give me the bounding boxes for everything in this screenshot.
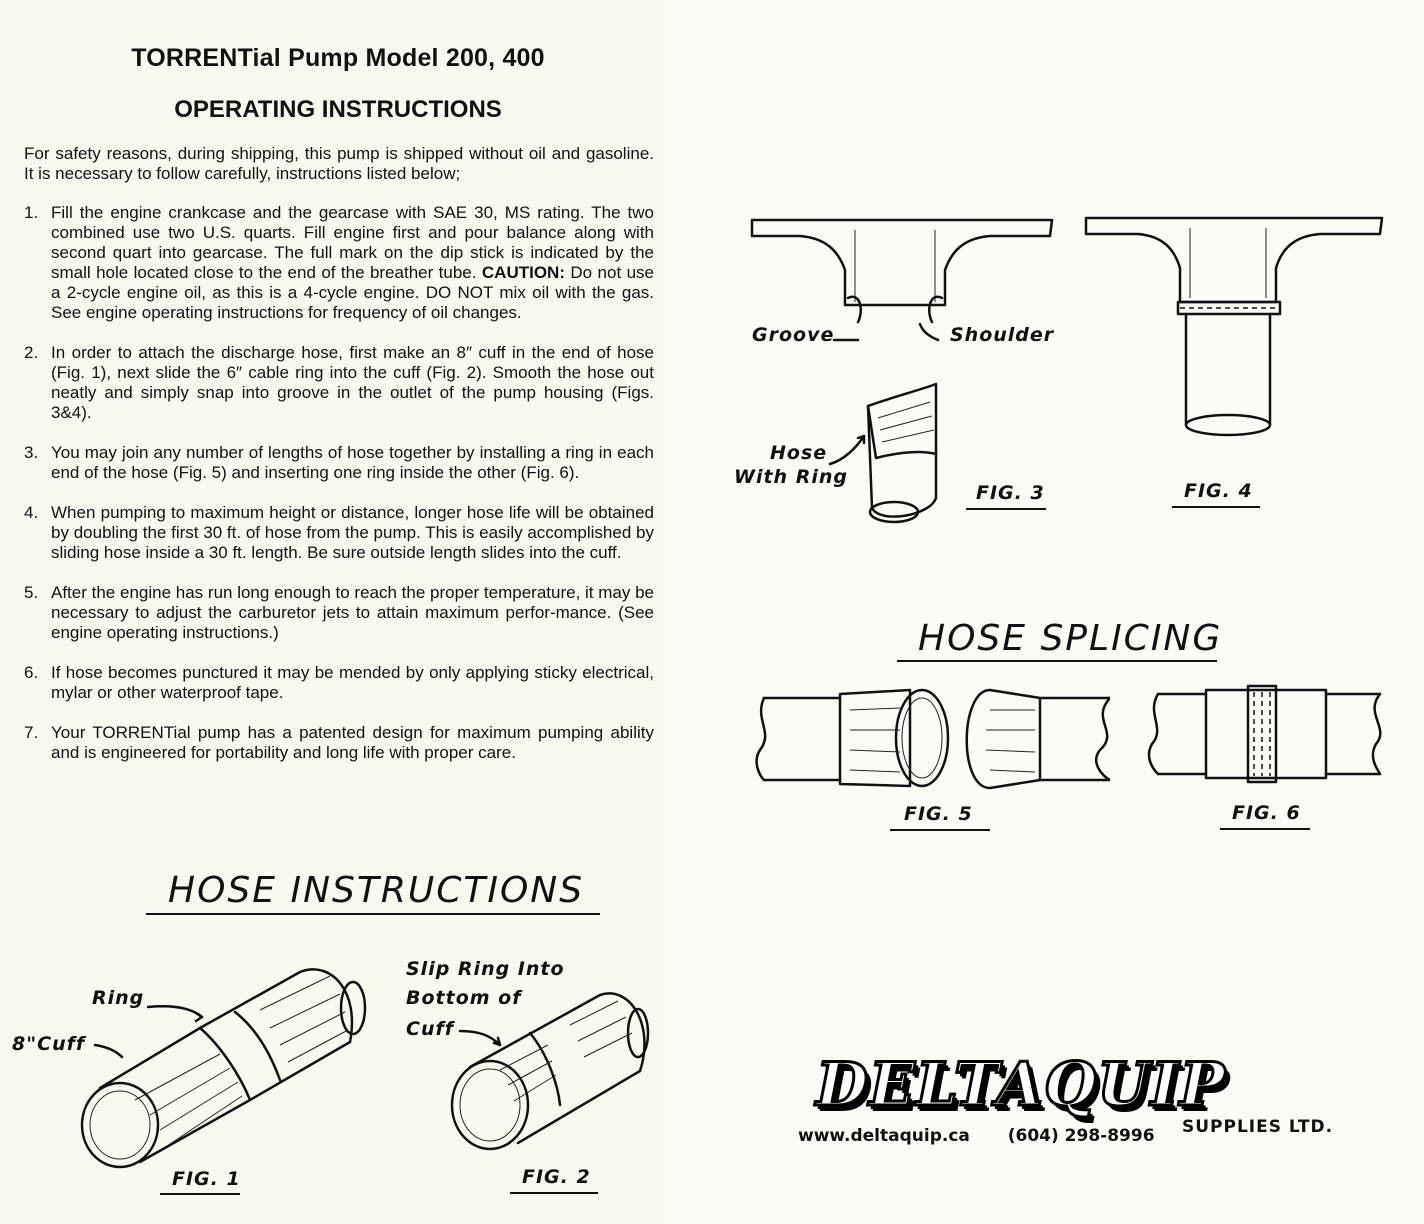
phone-number: (604) 298-8996: [1007, 1126, 1155, 1146]
step-text: When pumping to maximum height or distance, longer hose life will be obtained by doubling the first 30 ft. of hose from the pump. This is easily accomplished by sliding hose inside a 30 ft. length. Be sure outside length slides into the cuff.: [51, 503, 654, 562]
caption-underline: [160, 1193, 240, 1195]
step-number: 4.: [24, 503, 39, 522]
fig2-label-line2: Bottom of: [406, 987, 522, 1009]
caption-underline: [1172, 506, 1260, 508]
cuff-label: 8"Cuff: [12, 1033, 86, 1055]
step-text: If hose becomes punctured it may be mended by only applying sticky electrical, mylar or other waterproof tape.: [51, 663, 654, 702]
caution-label: CAUTION:: [481, 263, 565, 282]
step-text: After the engine has run long enough to reach the proper temperature, it may be necessary to adjust the carburetor jets to attain maximum perfor-mance. (See engine operating instructions.): [51, 583, 654, 642]
fig5-hose-ends-drawing: [750, 680, 1110, 800]
fig4-hose-installed-drawing: [1080, 210, 1390, 450]
website-link[interactable]: www.deltaquip.ca: [798, 1126, 970, 1146]
caption-underline: [966, 508, 1046, 510]
list-item: [24, 663, 654, 703]
intro-paragraph: For safety reasons, during shipping, this pump is shipped without oil and gasoline. It is necessary to follow carefully, instructions listed below;: [24, 144, 654, 183]
label-arrows: [830, 318, 950, 348]
shoulder-label: Shoulder: [950, 324, 1055, 346]
caption-underline: [890, 829, 990, 831]
step-text: Your TORRENTial pump has a patented design for maximum pumping ability and is engineered for portability and long life with proper care.: [51, 723, 654, 762]
label-arrow: [458, 1025, 518, 1055]
step-text: In order to attach the discharge hose, first make an 8″ cuff in the end of hose (Fig. 1), next slide the 6″ cable ring into the cuff (Fig. 2). Smooth the hose out neatly and simply snap into groove in the outlet of the pump housing (Figs. 3&4).: [51, 343, 654, 422]
step-text: Do not use a 2-cycle engine oil, as this is a 4-cycle engine. DO NOT mix oil with the gas. See engine operating instructions for frequency of oil changes.: [51, 263, 654, 322]
fig6-caption: FIG. 6: [1232, 802, 1301, 824]
caption-underline: [510, 1192, 598, 1194]
hose-label-line1: Hose: [770, 442, 828, 464]
step-text: You may join any number of lengths of hose together by installing a ring in each end of the hose (Fig. 5) and inserting one ring inside the other (Fig. 6).: [51, 443, 654, 482]
hose-label-line2: With Ring: [734, 466, 848, 488]
step-number: 2.: [24, 343, 39, 362]
list-item: [24, 723, 654, 763]
fig2-label-line1: Slip Ring Into: [406, 958, 565, 980]
step-number: 5.: [24, 583, 39, 602]
heading-underline: [146, 913, 600, 915]
fig3-caption: FIG. 3: [976, 482, 1045, 504]
step-text: Fill the engine crankcase and the gearcase with SAE 30, MS rating. The two combined use two U.S. quarts. Fill engine first and pour balance along with second quart into gearcase. The full mark on the dip stick is indicated by the small hole located close to the end of the breather tube.: [51, 203, 654, 282]
deltaquip-logo: DELTAQUIP: [816, 1050, 1226, 1120]
list-item: [24, 203, 654, 323]
step-number: 7.: [24, 723, 39, 742]
step-number: 6.: [24, 663, 39, 682]
hose-splicing-heading: HOSE SPLICING: [918, 618, 1223, 659]
list-item: [24, 503, 654, 563]
groove-label: Groove: [752, 324, 835, 346]
step-number: 3.: [24, 443, 39, 462]
fig2-label-line3: Cuff: [406, 1018, 455, 1040]
fig5-caption: FIG. 5: [904, 803, 973, 825]
label-arrow: [826, 430, 876, 470]
label-arrows: [90, 995, 220, 1075]
hose-instructions-heading: HOSE INSTRUCTIONS: [168, 870, 585, 911]
logo-tagline: SUPPLIES LTD.: [1182, 1117, 1334, 1137]
fig6-joined-hose-drawing: [1140, 678, 1400, 788]
contact-line: [798, 1126, 1155, 1146]
list-item: [24, 343, 654, 423]
heading-underline: [897, 660, 1217, 662]
list-item: [24, 443, 654, 483]
section-title: OPERATING INSTRUCTIONS: [174, 96, 502, 123]
caption-underline: [1220, 828, 1310, 830]
fig1-caption: FIG. 1: [172, 1168, 241, 1190]
instruction-list: [24, 203, 654, 783]
fig2-caption: FIG. 2: [522, 1166, 591, 1188]
step-number: 1.: [24, 203, 39, 222]
list-item: [24, 583, 654, 643]
ring-label: Ring: [92, 987, 145, 1009]
page-title: TORRENTial Pump Model 200, 400: [131, 44, 545, 72]
fig4-caption: FIG. 4: [1184, 480, 1253, 502]
